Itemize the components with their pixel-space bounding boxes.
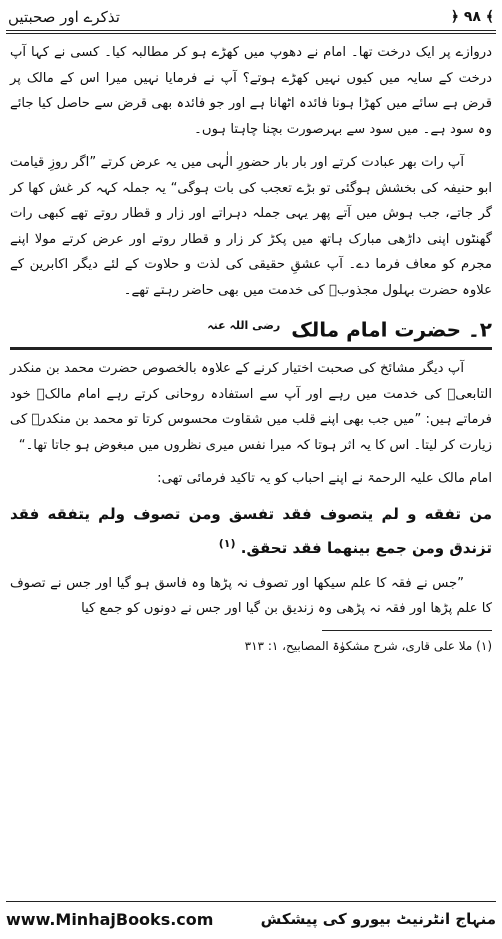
page-number: ﴿ ۹۸ ﴾: [450, 9, 494, 25]
honorific-seal: رضی اللہ عنہ: [207, 319, 281, 332]
book-title: تذکرے اور صحبتیں: [8, 8, 120, 26]
arabic-quote-text: من تفقه و لم يتصوف فقد تفسق ومن تصوف ولم يتفقه فقد تزندق ومن جمع بينهما فقد تحقق.: [10, 504, 492, 557]
page-header: [8, 4, 494, 30]
presenter-credit: منہاج انٹرنیٹ بیورو کی پیشکش: [260, 910, 496, 928]
arabic-quote: [10, 500, 492, 563]
header-divider: [6, 30, 496, 34]
footnote-divider: [322, 630, 492, 631]
section-heading: [10, 313, 492, 350]
paragraph-4: امام مالک علیہ الرحمۃ نے اپنے احباب کو یہ تاکید فرمائی تھی:: [157, 471, 492, 487]
page-body: [10, 40, 492, 655]
paragraph-3: آپ دیگر مشائخ کی صحبت اختیار کرنے کے علاوہ بالخصوص حضرت محمد بن منکدر التابعیؒ کی خدمت میں رہے اور آپ سے استفادہ روحانی کرتے رہے امام مالکؒ خود فرماتے ہیں: ”میں جب بھی اپنے قلب میں شقاوت محسوس کرتا تو محمد بن منکدرؒ کی زیارت کر لیتا۔ اس کا یہ اثر ہوتا کہ میرا نفس میری نظروں میں مبغوض ہو جاتا تھا۔“: [10, 361, 492, 453]
footnote-marker: (۱): [218, 536, 236, 550]
page-footer: [6, 904, 496, 934]
paragraph-5: ”جس نے فقہ کا علم سیکھا اور تصوف نہ پڑھا وہ فاسق ہو گیا اور جس نے تصوف کا علم پڑھا اور فقہ نہ پڑھی وہ زندیق بن گیا اور جس نے دونوں کو جمع کیا: [10, 575, 492, 617]
footer-divider: [6, 901, 496, 902]
website-link[interactable]: www.MinhajBooks.com: [6, 909, 214, 929]
paragraph-2: آپ رات بھر عبادت کرتے اور بار بار حضورِ الٰہی میں یہ عرض کرتے ”اگر روزِ قیامت ابو حنیفہ کی بخشش ہوگئی تو بڑے تعجب کی بات ہوگی“ یہ جملہ کہہ کر غش کھا کر گر جاتے، جب ہوش میں آتے پھر یہی جملہ دہراتے اور زار و قطار روتے تھے کبھی رات گھنٹوں اپنی داڑھی مبارک ہاتھ میں پکڑ کر زار و قطار روتے اور عرض کرتے مولا اپنے مجرم کو معاف فرما دے۔ آپ عشقِ حقیقی کی لذت و حلاوت کے لئے دیگر اکابرین کے علاوہ حضرت بہلول مجذوبؒ کی خدمت میں بھی حاضر رہتے تھے۔: [10, 155, 492, 298]
section-heading-text: ۲۔ حضرت امام مالک: [291, 317, 492, 342]
paragraph-1: دروازے پر ایک درخت تھا۔ امام نے دھوپ میں کھڑے ہو کر مطالبہ کیا۔ کسی نے کہا آپ درخت کے سایہ میں کیوں نہیں کھڑے ہوتے؟ آپ نے فرمایا نہیں میرا اس کے مالک پر قرض ہے سائے میں کھڑا ہونا فائدہ اٹھانا ہے اور جو فائدہ بھی قرض سے حاصل کیا جائے وہ سود ہے۔ میں سود سے بہرصورت بچنا چاہتا ہوں۔: [10, 45, 492, 137]
footnote-1: (۱) ملا علی قاری، شرح مشکوٰۃ المصابیح، ۱: ۳۱۳: [244, 638, 492, 653]
